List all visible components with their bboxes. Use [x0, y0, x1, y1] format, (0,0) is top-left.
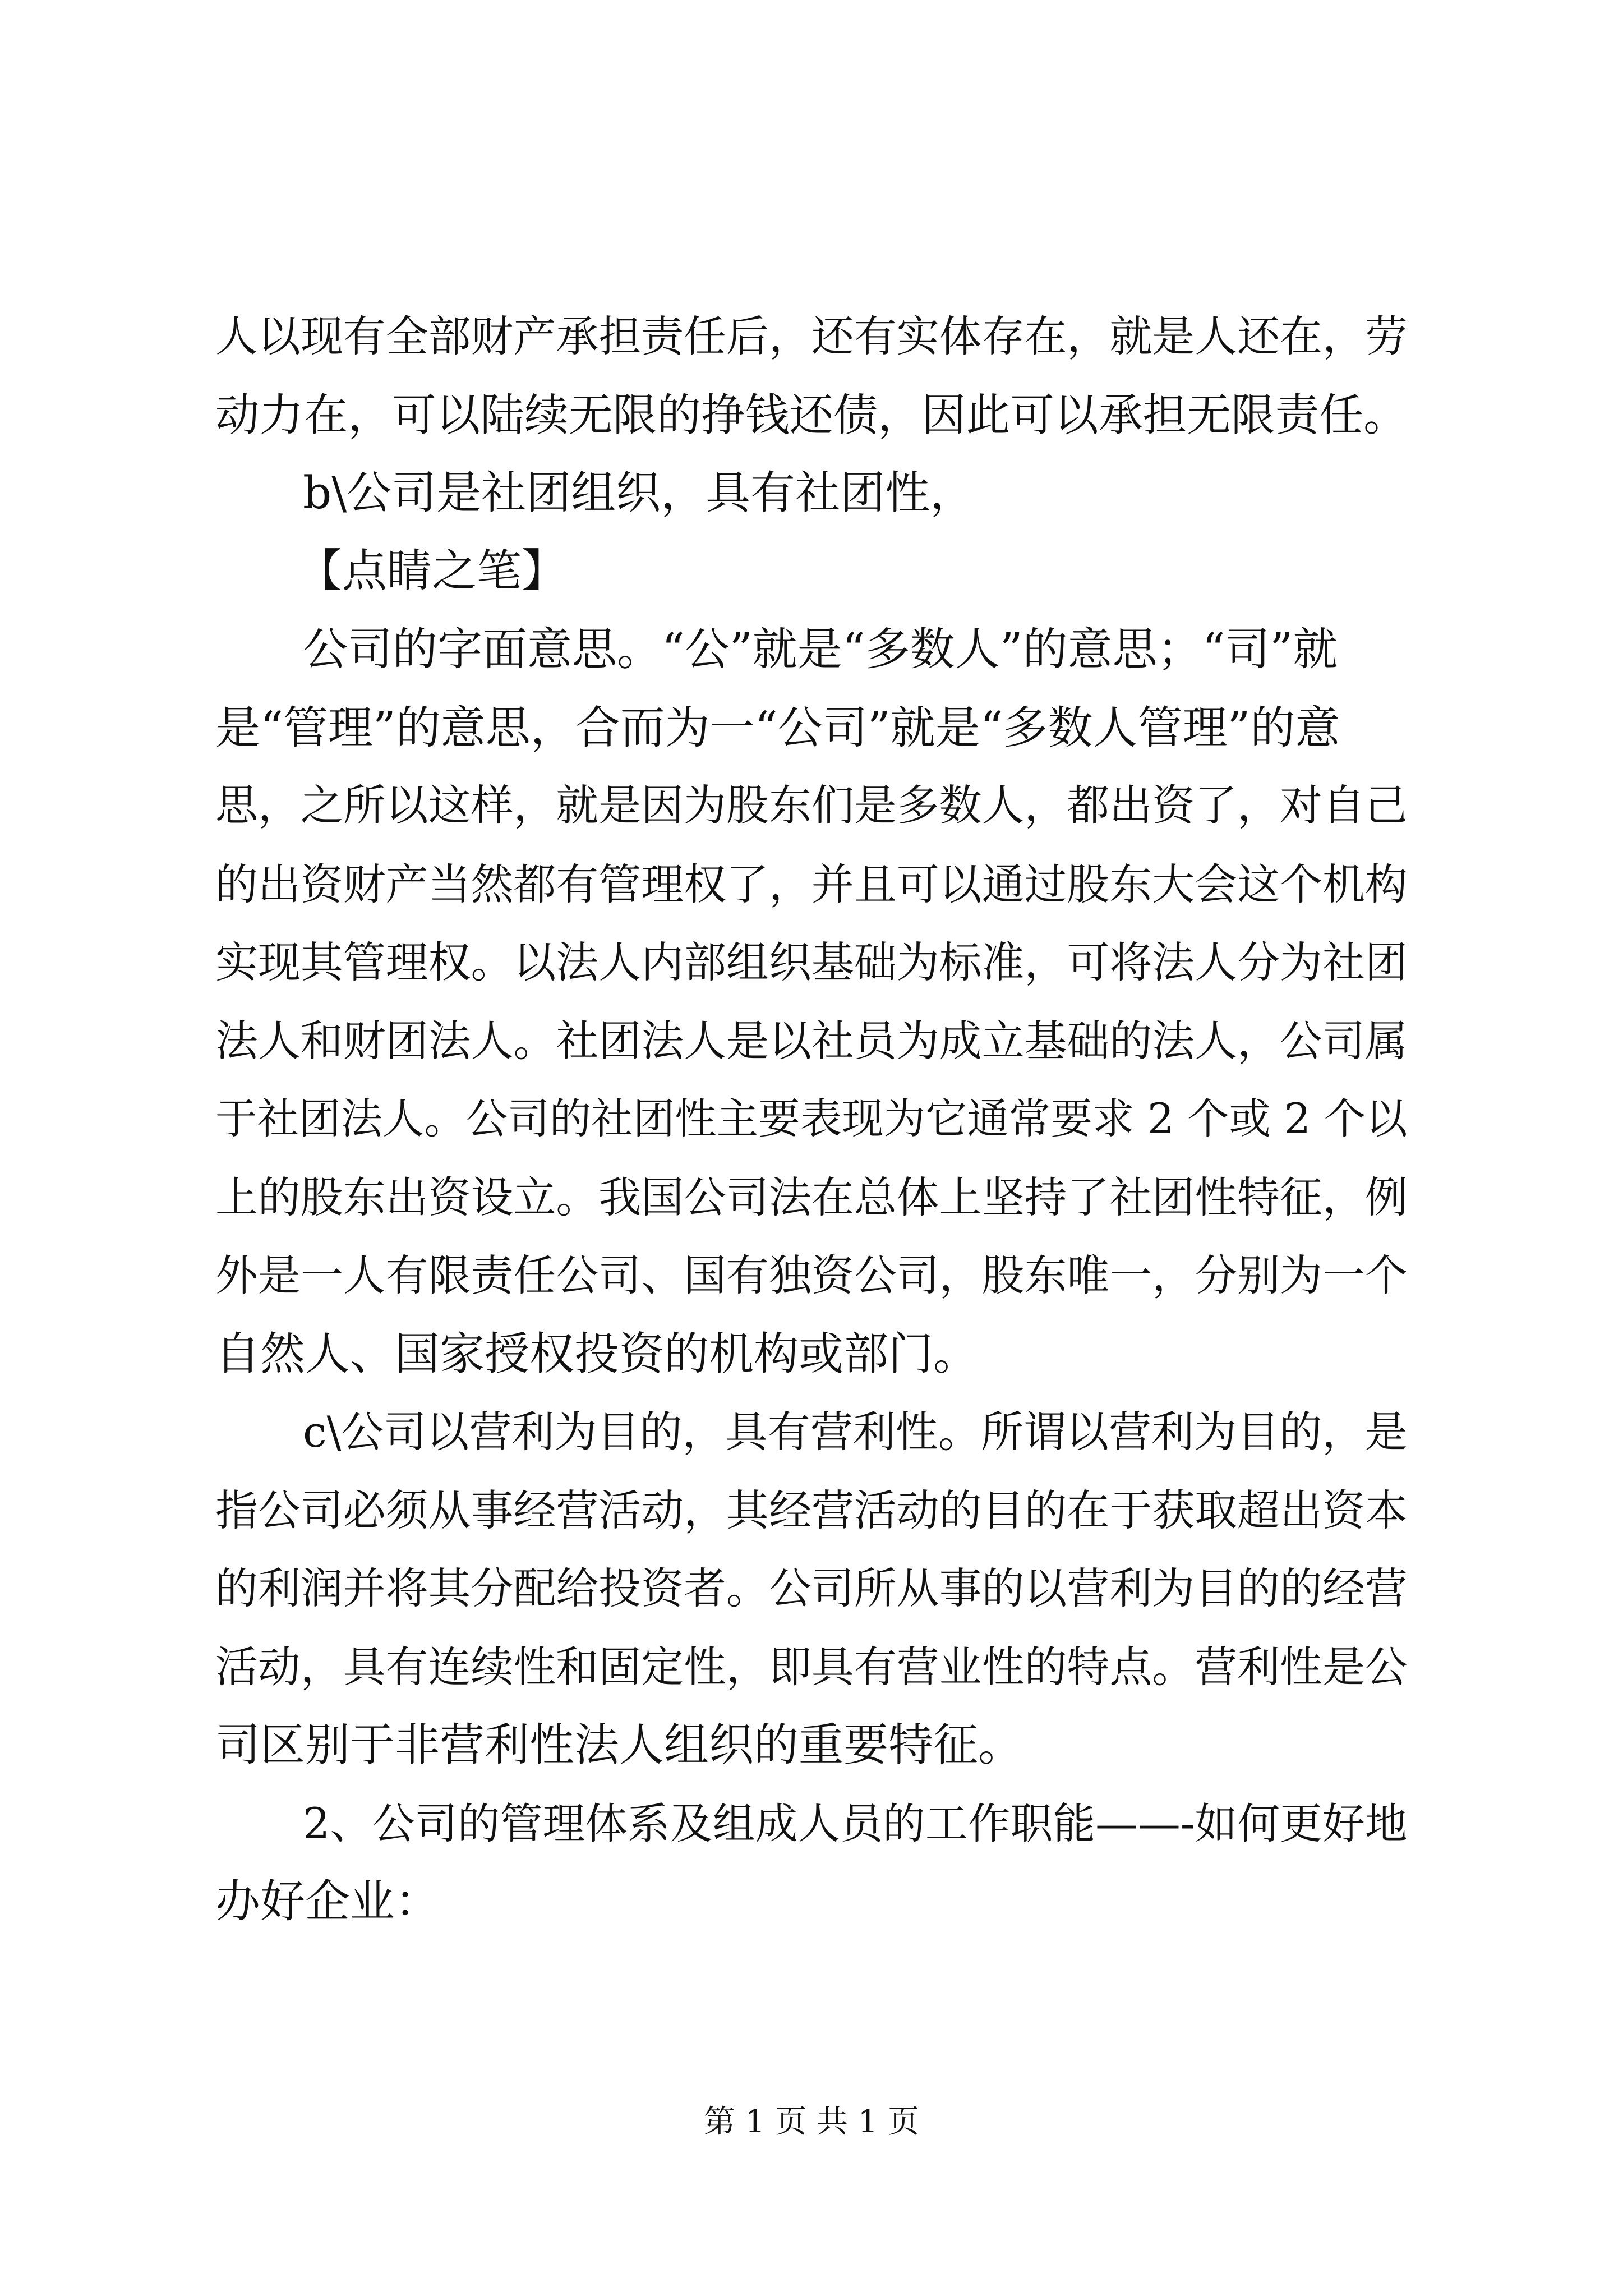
text-line: c\公司以营利为目的，具有营利性。所谓以营利为目的，是 [303, 1407, 1408, 1457]
text-line: 是“管理”的意思，合而为一“公司”就是“多数人管理”的意 [215, 702, 1340, 754]
text-line: 司区别于非营利性法人组织的重要特征。 [215, 1719, 1023, 1771]
text-line: 的出资财产当然都有管理权了，并且可以通过股东大会这个机构 [215, 860, 1408, 909]
text-line: 动力在，可以陆续无限的挣钱还债，因此可以承担无限责任。 [215, 389, 1408, 441]
text-line: 活动，具有连续性和固定性，即具有营业性的特点。营利性是公 [215, 1642, 1408, 1692]
text-line: 2、公司的管理体系及组成人员的工作职能——-如何更好地 [303, 1799, 1408, 1848]
text-line: 法人和财团法人。社团法人是以社员为成立基础的法人，公司属 [215, 1016, 1408, 1066]
text-line: 指公司必须从事经营活动，其经营活动的目的在于获取超出资本 [215, 1486, 1408, 1535]
text-line: 实现其管理权。以法人内部组织基础为标准，可将法人分为社团 [215, 938, 1408, 987]
section-heading: 【点睛之笔】 [297, 545, 566, 597]
text-line: 自然人、国家授权投资的机构或部门。 [215, 1328, 978, 1380]
text-line: 人以现有全部财产承担责任后，还有实体存在，就是人还在，劳 [215, 312, 1408, 361]
text-line: 办好企业： [215, 1875, 440, 1927]
text-line: 上的股东出资设立。我国公司法在总体上坚持了社团性特征，例 [215, 1173, 1408, 1222]
text-line: 思，之所以这样，就是因为股东们是多数人，都出资了，对自己 [215, 781, 1408, 830]
text-line: 外是一人有限责任公司、国有独资公司，股东唯一，分别为一个 [215, 1251, 1408, 1300]
page-number-footer: 第 1 页 共 1 页 [703, 2104, 920, 2140]
text-line: b\公司是社团组织，具有社团性， [303, 467, 975, 519]
text-line: 于社团法人。公司的社团性主要表现为它通常要求 2 个或 2 个以 [215, 1094, 1408, 1143]
text-line: 公司的字面意思。“公”就是“多数人”的意思；“司”就 [303, 623, 1338, 675]
text-line: 的利润并将其分配给投资者。公司所从事的以营利为目的的经营 [215, 1564, 1408, 1613]
